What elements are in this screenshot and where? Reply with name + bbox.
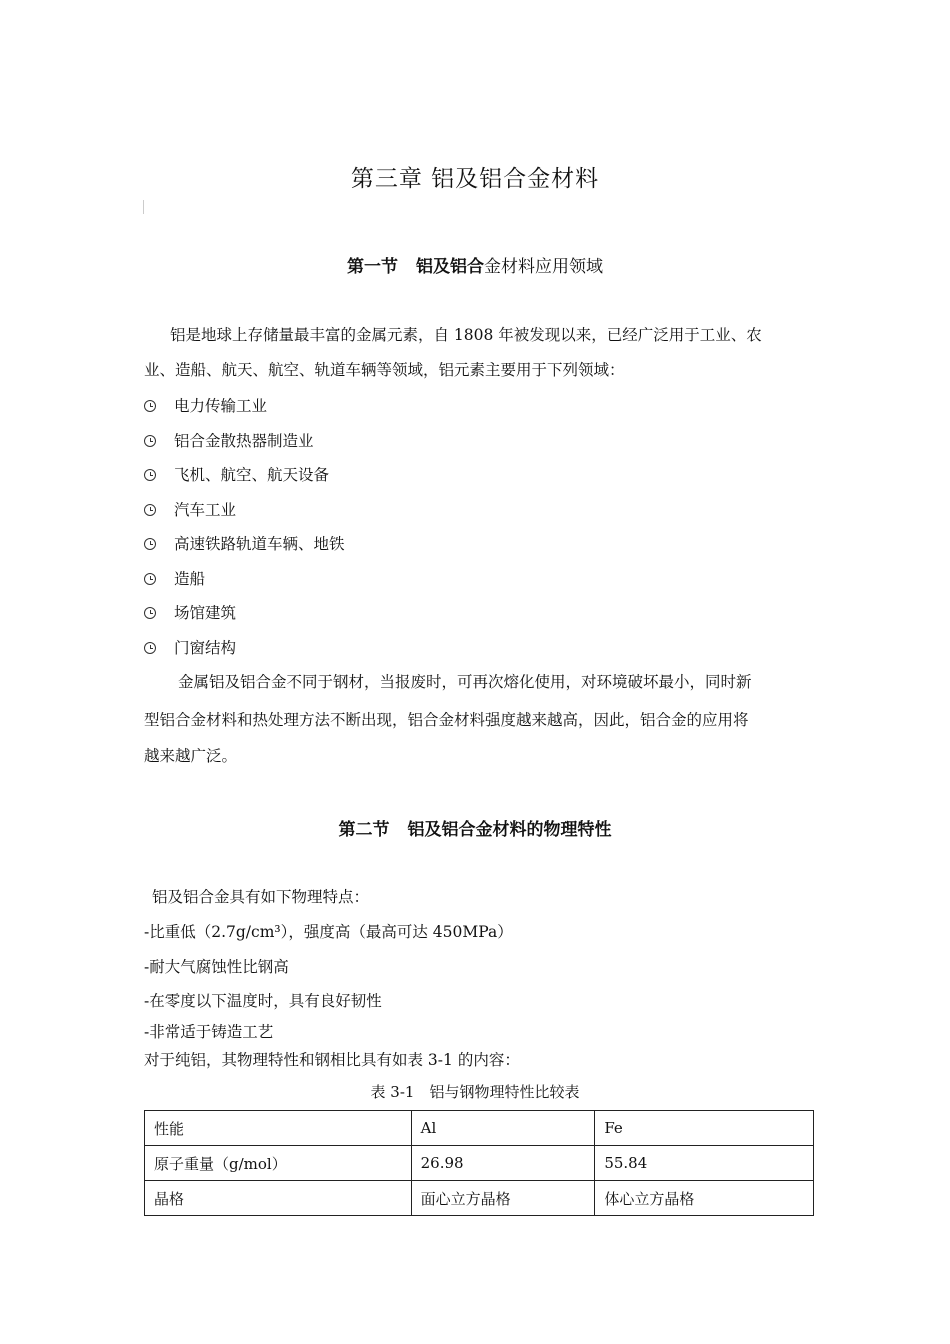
list-item (144, 463, 329, 485)
list-item (144, 636, 236, 658)
table-header-cell: Al (411, 1111, 595, 1146)
comparison-table (144, 1110, 814, 1216)
list-item (144, 567, 205, 589)
table-cell: 晶格 (145, 1181, 412, 1216)
feature-item: -在零度以下温度时，具有良好韧性 (144, 992, 382, 1010)
list-item-label: 高速铁路轨道车辆、地铁 (174, 535, 345, 553)
table-row (145, 1146, 814, 1181)
section-2-number: 第二节 (338, 820, 390, 840)
table-header-cell: Fe (595, 1111, 814, 1146)
feature-item: -耐大气腐蚀性比钢高 (144, 958, 289, 976)
closing-line-2: 型铝合金材料和热处理方法不断出现，铝合金材料强度越来越高，因此，铝合金的应用将 (144, 711, 749, 729)
clock-bullet-icon (144, 607, 156, 619)
section-2-title: 铝及铝合金材料的物理特性 (407, 820, 612, 840)
section-1-title-rest: 金材料应用领域 (484, 257, 603, 277)
clock-bullet-icon (144, 504, 156, 516)
section-1-number: 第一节 (347, 257, 398, 277)
section-1-heading (0, 252, 950, 277)
table-header-row (145, 1111, 814, 1146)
clock-bullet-icon (144, 573, 156, 585)
list-item (144, 601, 236, 623)
clock-bullet-icon (144, 435, 156, 447)
closing-line-1: 金属铝及铝合金不同于钢材，当报废时，可再次熔化使用，对环境破坏最小，同时新 (178, 673, 752, 691)
list-item (144, 429, 314, 451)
section-1-title-bold: 铝及铝合 (416, 257, 484, 277)
list-item (144, 394, 267, 416)
list-item (144, 532, 345, 554)
list-item-label: 电力传输工业 (174, 397, 268, 415)
clock-bullet-icon (144, 469, 156, 481)
margin-mark (143, 200, 144, 214)
list-item-label: 铝合金散热器制造业 (174, 432, 314, 450)
feature-item: -非常适于铸造工艺 (144, 1023, 274, 1041)
section-2-heading (0, 815, 950, 840)
chapter-title: 第三章 铝及铝合金材料 (350, 166, 600, 192)
table-cell: 原子重量（g/mol） (145, 1146, 412, 1181)
table-row (145, 1181, 814, 1216)
feature-item: -比重低（2.7g/cm³），强度高（最高可达 450MPa） (144, 923, 513, 941)
table-cell: 体心立方晶格 (595, 1181, 814, 1216)
table-cell: 55.84 (595, 1146, 814, 1181)
table-caption: 表 3-1 铝与钢物理特性比较表 (370, 1083, 580, 1101)
intro-line-2: 业、造船、航天、航空、轨道车辆等领域，铝元素主要用于下列领域： (144, 361, 625, 379)
list-item-label: 场馆建筑 (174, 604, 237, 622)
clock-bullet-icon (144, 400, 156, 412)
list-item (144, 498, 236, 520)
intro-line-1: 铝是地球上存储量最丰富的金属元素，自 1808 年被发现以来，已经广泛用于工业、农 (170, 326, 762, 344)
clock-bullet-icon (144, 642, 156, 654)
table-header-cell: 性能 (145, 1111, 412, 1146)
table-cell: 26.98 (411, 1146, 595, 1181)
clock-bullet-icon (144, 538, 156, 550)
list-item-label: 飞机、航空、航天设备 (174, 466, 330, 484)
list-item-label: 造船 (174, 570, 206, 588)
table-lead: 对于纯铝，其物理特性和钢相比具有如表 3-1 的内容： (144, 1051, 520, 1069)
properties-intro: 铝及铝合金具有如下物理特点： (152, 888, 370, 906)
list-item-label: 汽车工业 (174, 501, 237, 519)
closing-line-3: 越来越广泛。 (144, 747, 238, 765)
table-cell: 面心立方晶格 (411, 1181, 595, 1216)
list-item-label: 门窗结构 (174, 639, 237, 657)
